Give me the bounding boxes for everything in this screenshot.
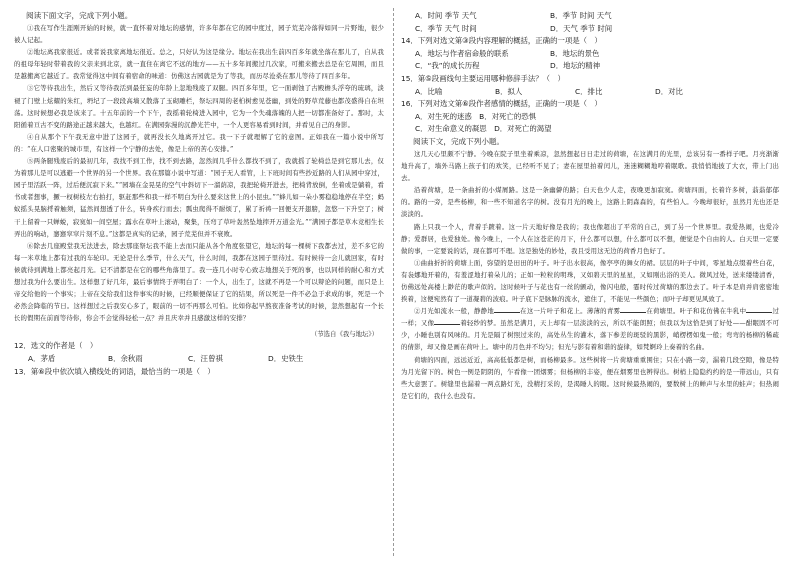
question-13: 13．第⑥段中依次填入横线处的词语，最恰当的一项是（ ） — [14, 366, 215, 376]
option[interactable]: B．季节 时间 天气 — [550, 11, 612, 20]
fill-blank[interactable] — [434, 317, 460, 325]
passage-paragraph: ③它等待我出生，然后又等待我活到最狂妄的年龄上忽地残废了双腿。四百多年里，它一面剥蚀了古殿檐头浮夸的琉璃，淡褪了门壁上炫耀的朱红，坍圮了一段段高墙又散落了玉砌雕栏，祭坛四周的老柏树愈见苍幽，到处的野草荒藤也都茂盛得自在坦荡。这时候想必我是该来了。十五年前的一个下午，我摇着轮椅进入园中，它为一个失魂落魄的人把一切都准备好了。那时，太阳循着亘古不变的路途正越来越大，也越红。在满园弥漫的沉静光芒中，一个人更容易看到时间，并看见自己的身影。 — [14, 84, 384, 129]
question-14: 14．下列对选文第③段内容理解的概括，正确的一项是（ ） — [401, 36, 602, 46]
question-12: 12．选文的作者是（ ） — [14, 341, 98, 351]
option[interactable]: A．茅盾 — [28, 353, 56, 363]
fill-blank[interactable] — [746, 305, 772, 313]
option[interactable]: D．史铁生 — [268, 353, 304, 363]
text-run: 在荷塘里。叶子和花仿佛在牛乳中 — [646, 307, 747, 316]
passage-paragraph: 这几天心里颇不宁静。今晚在院子里坐着乘凉，忽然想起日日走过的荷塘，在这满月的光里，总该另有一番样子吧。月亮渐渐地升高了，墙外马路上孩子们的欢笑，已经听不见了；妻在屋里拍着闰儿，迷迷糊糊地哼着眠歌。我悄悄地披了大衣，带上门出去。 — [401, 149, 779, 183]
source-citation: （节选自《我与地坛》） — [310, 330, 378, 339]
question-16-options — [401, 111, 779, 124]
question-15: 15．第⑤段画线句主要运用哪种修辞手法？（ ） — [401, 73, 565, 83]
question-16: 16．下列对选文第⑥段作者感情的概括，正确的一项是（ ） — [401, 99, 602, 109]
text-run: ②月光如流水一般，静静地 — [414, 307, 495, 316]
passage-paragraph: ⑥除去几座殿堂我无法进去，除去那座祭坛我不能上去而只能从各个角度张望它，地坛的每一棵树下我都去过，差不多它的每一米草地上都有过我的车轮印。无论是什么季节，什么天气，什么时间，我都在这园子里待过。有时候待一会儿就回家，有时候就待到满地上都亮起月光。记不清都是在它的哪些角落里了。我一连几小时专心致志地想关于死的事，也以同样的耐心和方式想过我为什么要出生。这样想了好几年，最后事情终于弄明白了：一个人，出生了，这就不再是一个可以辩论的问题，而只是上帝交给他的一个事实；上帝在交给我们这件事实的时候，已经顺便保证了它的结果，所以死是一件不必急于求成的事，死是一个必然会降临的节日。这样想过之后我安心多了，眼前的一切不再那么可怕。比如你起早熬夜准备考试的时候，忽然想起有一个长长的假期在前面等待你，你会不会觉得轻松一点？并且庆幸并且感激这样的安排？ — [14, 241, 384, 323]
fill-blank[interactable] — [494, 305, 520, 313]
option[interactable]: C．对生命意义的凝思 D．对死亡的渴望 — [415, 124, 552, 134]
right-column — [401, 10, 779, 402]
option[interactable]: D．地坛的精神 — [550, 61, 601, 71]
passage-paragraph-with-blanks — [401, 305, 779, 353]
reading-instruction: 阅读下文，完成下列小题。 — [413, 136, 505, 146]
passage-paragraph: ①我在写作生涯刚开始的时候，就一直怀着对地坛的感情，许多年都在它的园中度过，园子荒芜冷落得如同一片野地，很少被人记起。 — [14, 24, 384, 45]
option[interactable]: A．地坛与作者宿命般的联系 — [415, 48, 509, 58]
option[interactable]: C．汪曾祺 — [188, 353, 223, 363]
option[interactable]: B．地坛的景色 — [550, 48, 600, 58]
question-13-options — [401, 10, 779, 23]
option[interactable]: D．天气 季节 时间 — [550, 23, 613, 33]
passage-paragraph: 沿着荷塘，是一条曲折的小煤屑路。这是一条幽僻的路；白天也少人走，夜晚更加寂寞。荷塘四面，长着许多树，蓊蓊郁郁的。路的一旁，是些杨柳，和一些不知道名字的树。没有月光的晚上，这路上阴森森的，有些怕人。今晚却很好，虽然月光也还是淡淡的。 — [401, 186, 779, 219]
passage-paragraph: ①曲曲折折的荷塘上面，弥望的是田田的叶子。叶子出水很高，像亭亭的舞女的裙。层层的叶子中间，零星地点缀着些白花，有袅娜地开着的，有羞涩地打着朵儿的；正如一粒粒的明珠，又如碧天里的星星，又如刚出浴的美人。微风过处，送来缕缕清香，仿佛远处高楼上渺茫的歌声似的。这时候叶子与花也有一丝的颤动，像闪电般，霎时传过荷塘的那边去了。叶子本是肩并肩密密地挨着，这便宛然有了一道凝碧的波痕。叶子底下是脉脉的流水，遮住了，不能见一些颜色；而叶子却更见风致了。 — [401, 258, 779, 304]
question-13-options — [401, 23, 779, 36]
reading-instruction: 阅读下面文字，完成下列小题。 — [26, 11, 133, 20]
question-14-options — [401, 60, 779, 73]
option[interactable]: A．时间 季节 天气 — [415, 11, 477, 20]
passage-paragraph: 路上只我一个人，背着手踱着。这一片天地好像是我的；我也像超出了平常的自己，到了另一个世界里。我爱热闹，也爱冷静；爱群居，也爱独处。像今晚上，一个人在这苍茫的月下，什么都可以想，什么都可以不想，便觉是个自由的人。白天里一定要做的事，一定要说的话，现在都可不理。这是独处的妙处，我且受用这无边的荷香月色好了。 — [401, 222, 779, 255]
question-14-options — [401, 48, 779, 61]
option[interactable]: D．对比 — [655, 86, 683, 96]
text-run: 过一样；又像 — [401, 307, 780, 328]
question-16-options — [401, 123, 779, 136]
option[interactable]: B．拟人 — [495, 86, 523, 96]
option[interactable]: A．比喻 — [415, 86, 443, 96]
text-run: 着轻纱的梦。虽然是满月，天上却有一层淡淡的云，所以不能朗照；但我以为这恰是到了好处——酣眠固不可少，小睡也别有风味的。月光是隔了树照过来的，高处丛生的灌木，落下参差的斑驳的黑影，峭楞楞如鬼一般；弯弯的杨柳的稀疏的倩影，却又像是画在荷叶上。塘中的月色并不均匀；但光与影有着和谐的旋律，如梵婀玲上奏着的名曲。 — [401, 319, 779, 352]
fill-blank[interactable] — [620, 305, 646, 313]
left-column — [14, 10, 384, 378]
option[interactable]: C．排比 — [575, 86, 603, 96]
column-divider — [393, 8, 394, 556]
option[interactable]: C．“我”的成长历程 — [415, 61, 480, 71]
question-12-options — [14, 353, 384, 366]
option[interactable]: C．季节 天气 时间 — [415, 23, 477, 33]
question-15-options — [401, 86, 779, 99]
passage-paragraph: ②地坛离我家很近。或者说我家离地坛很近。总之，只好认为这是缘分。地坛在我出生前四百多年就坐落在那儿了，自从我的祖母年轻时带着我的父亲来到北京，就一直住在离它不远的地方——五十多年间搬过几次家，可搬来搬去总是在它周围，而且是越搬离它越近了。我常觉得这中间有着宿命的味道：仿佛这古园就是为了等我，而历尽沧桑在那儿等待了四百多年。 — [14, 48, 384, 81]
passage-paragraph: ④自从那个下午我无意中进了这园子，就再没长久地离开过它。我一下子就理解了它的意图。正如我在一篇小说中所写的：“在人口密聚的城市里，有这样一个宁静的去处，像是上帝的苦心安排。” — [14, 132, 384, 153]
passage-paragraph: 荷塘的四面，远远近近，高高低低都是树，而杨柳最多。这些树将一片荷塘重重围住；只在小路一旁，漏着几段空隙，像是特为月光留下的。树色一例是阴阴的，乍看像一团烟雾；但杨柳的丰姿，便在烟雾里也辨得出。树梢上隐隐约约的是一带远山，只有些大意罢了。树缝里也漏着一两点路灯光，没精打采的，是渴睡人的眼。这时候最热闹的，要数树上的蝉声与水里的蛙声；但热闹是它们的，我什么也没有。 — [401, 355, 779, 400]
passage-paragraph: ⑤两条腿残废后的最初几年，我找不到工作，找不到去路，忽然间几乎什么都找不到了，我就摇了轮椅总是到它那儿去，仅为着那儿是可以逃避一个世界的另一个世界。我在那篇小说中写道：“园子无人看管，上下班时间有些抄近路的人们从园中穿过，园子里活跃一阵，过后便沉寂下来。”“园墙在金晃晃的空气中斜切下一溜荫凉，我把轮椅开进去，把椅背放倒，坐着或是躺着，看书或者想事，撅一杈树枝左右拍打，驱赶那些和我一样不明白为什么要来这世上的小昆虫。”“蜂儿如一朵小雾稳稳地停在半空；蚂蚁摇头晃脑捋着触须，猛然间想透了什么，转身疾行而去；瓢虫爬得不耐烦了，累了祈祷一回便支开翅膀，忽悠一下升空了；树干上留着一只蝉蜕，寂寞如一间空屋；露水在草叶上滚动，聚集，压弯了草叶轰然坠地摔开万道金光。”“满园子都是草木竞相生长弄出的响动，窸窸窣窣片刻不息。”这都是真实的记录，园子荒芜但并不衰败。 — [14, 157, 384, 238]
option[interactable]: A．对生死的迷惑 B．对死亡的恐惧 — [415, 111, 536, 121]
option[interactable]: B．余秋雨 — [108, 353, 143, 363]
text-run: 在这一片叶子和花上。薄薄的青雾 — [520, 307, 621, 316]
